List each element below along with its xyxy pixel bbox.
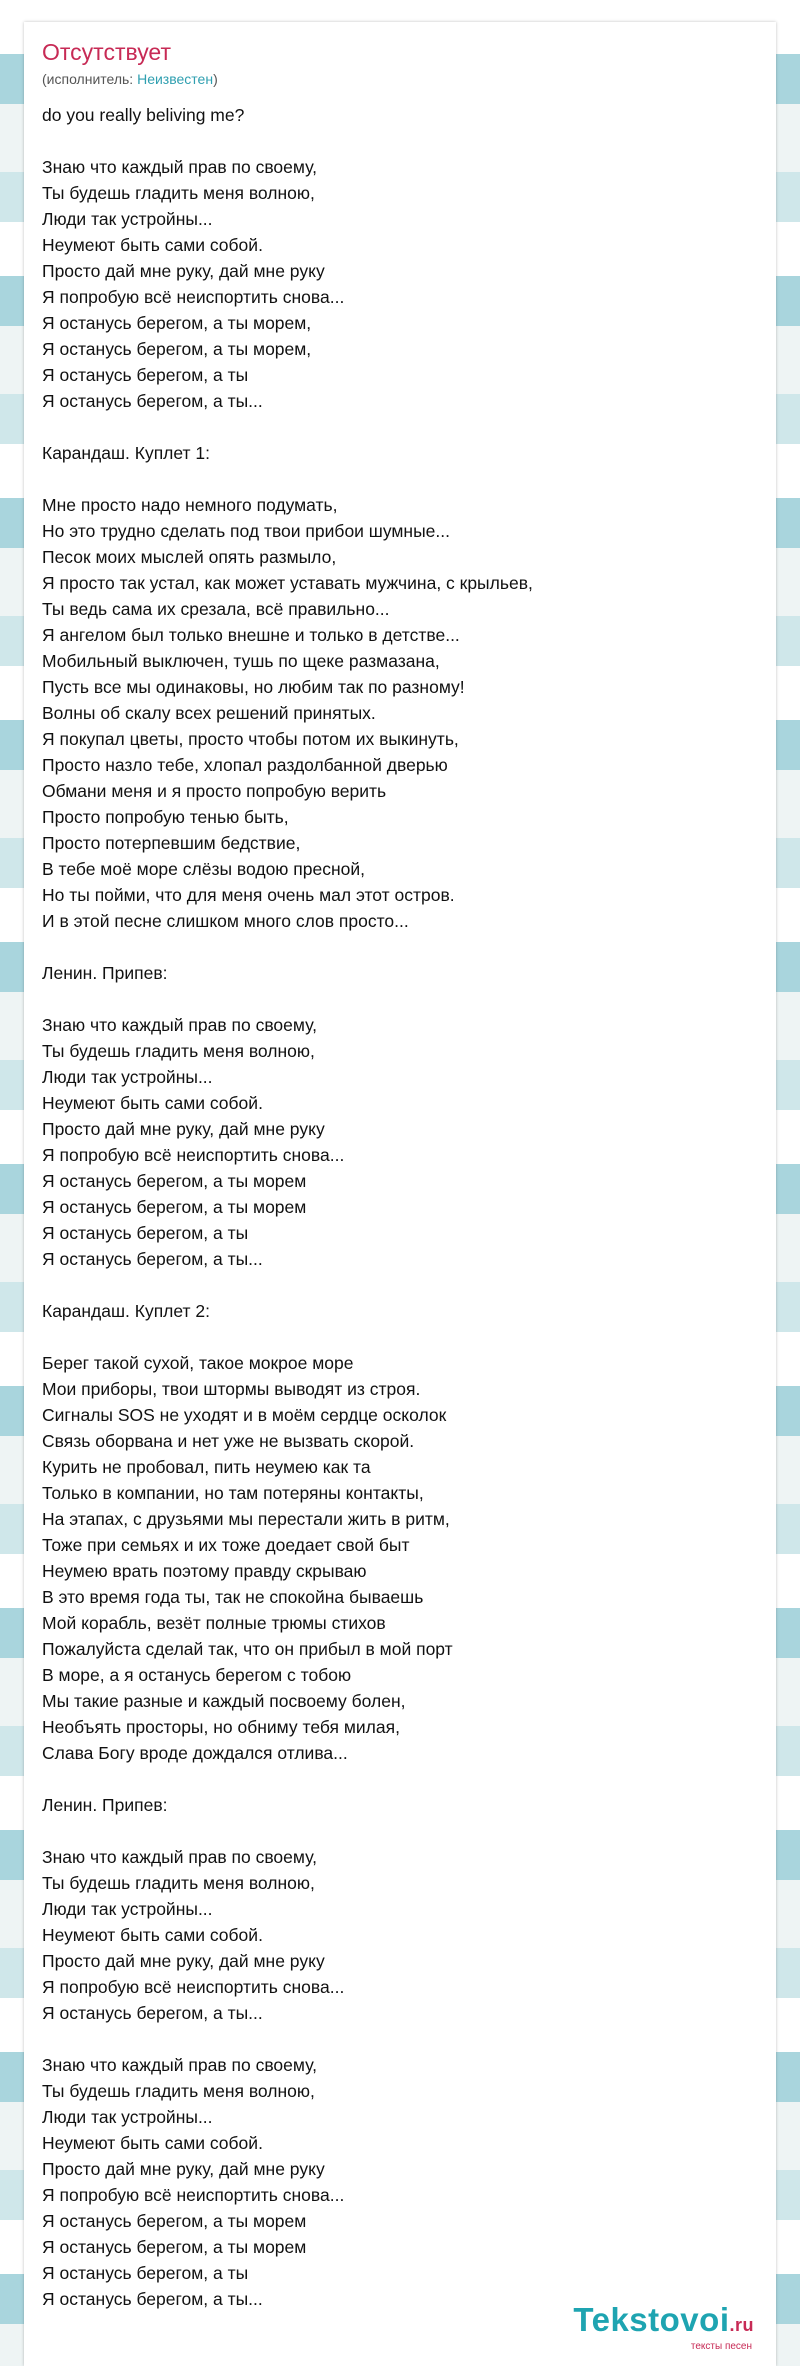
lyric-line: Я останусь берегом, а ты... <box>42 2289 263 2309</box>
lyric-line: Я попробую всё неиспортить снова... <box>42 2185 345 2205</box>
lyric-line: Люди так устройны... <box>42 1899 213 1919</box>
lyric-line: Мои приборы, твои штормы выводят из строя. <box>42 1379 421 1399</box>
artist-line <box>42 70 218 88</box>
lyric-line: Знаю что каждый прав по своему, <box>42 1847 317 1867</box>
lyric-line: Я останусь берегом, а ты морем <box>42 1197 307 1217</box>
logo-tld: .ru <box>729 2315 754 2335</box>
lyric-line: Берег такой сухой, такое мокрое море <box>42 1353 354 1373</box>
lyric-line: Неумеют быть сами собой. <box>42 2133 263 2153</box>
lyric-line: В тебе моё море слёзы водою пресной, <box>42 859 366 879</box>
lyric-line: Я останусь берегом, а ты морем <box>42 1171 307 1191</box>
lyric-line: Ты будешь гладить меня волною, <box>42 183 315 203</box>
lyric-line: Ты будешь гладить меня волною, <box>42 1873 315 1893</box>
lyric-line: Обмани меня и я просто попробую верить <box>42 781 387 801</box>
lyric-line: Ты будешь гладить меня волною, <box>42 1041 315 1061</box>
lyric-line: Я попробую всё неиспортить снова... <box>42 1977 345 1997</box>
lyric-line: Неумеют быть сами собой. <box>42 1093 263 1113</box>
lyric-line: Неумеют быть сами собой. <box>42 235 263 255</box>
lyric-line: Мы такие разные и каждый посвоему болен, <box>42 1691 406 1711</box>
lyric-line <box>42 986 742 1012</box>
lyric-line: Мобильный выключен, тушь по щеке размазана, <box>42 651 440 671</box>
logo-tagline: тексты песен <box>690 2341 752 2352</box>
lyric-line: Люди так устройны... <box>42 1067 213 1087</box>
lyric-line: Просто дай мне руку, дай мне руку <box>42 1951 325 1971</box>
lyric-line: И в этой песне слишком много слов просто... <box>42 911 409 931</box>
lyric-line: Я останусь берегом, а ты морем <box>42 2211 307 2231</box>
lyric-line: Карандаш. Куплет 1: <box>42 443 211 463</box>
lyric-line: На этапах, с друзьями мы перестали жить в ритм, <box>42 1509 450 1529</box>
decorative-stripes-right <box>776 0 800 2366</box>
lyric-line: Я покупал цветы, просто чтобы потом их выкинуть, <box>42 729 459 749</box>
site-logo[interactable] <box>573 2302 754 2352</box>
lyric-line: Необъять просторы, но обниму тебя милая, <box>42 1717 400 1737</box>
lyric-line: Ленин. Припев: <box>42 1795 168 1815</box>
lyric-line: Я ангелом был только внешне и только в детстве... <box>42 625 460 645</box>
lyric-line: Только в компании, но там потеряны контакты, <box>42 1483 424 1503</box>
lyric-line: Слава Богу вроде дождался отлива... <box>42 1743 348 1763</box>
logo-wordmark <box>573 2302 754 2343</box>
lyric-line: Ты будешь гладить меня волною, <box>42 2081 315 2101</box>
artist-prefix: (исполнитель: <box>42 71 138 87</box>
lyric-line: Я останусь берегом, а ты <box>42 2263 249 2283</box>
lyric-line <box>42 934 742 960</box>
lyric-line: Просто попробую тенью быть, <box>42 807 289 827</box>
lyric-line <box>42 466 742 492</box>
lyric-line: Карандаш. Куплет 2: <box>42 1301 211 1321</box>
lyric-line: Песок моих мыслей опять размыло, <box>42 547 337 567</box>
artist-suffix: ) <box>213 71 218 87</box>
lyric-line: Просто назло тебе, хлопал раздолбанной дверью <box>42 755 448 775</box>
lyric-line <box>42 1324 742 1350</box>
lyric-line: Я останусь берегом, а ты... <box>42 1249 263 1269</box>
lyric-line: Я останусь берегом, а ты морем <box>42 2237 307 2257</box>
lyrics-card <box>24 22 776 2366</box>
lyric-line: Но ты пойми, что для меня очень мал этот остров. <box>42 885 455 905</box>
lyric-line: Ты ведь сама их срезала, всё правильно... <box>42 599 390 619</box>
lyric-line: Но это трудно сделать под твои прибои шумные... <box>42 521 450 541</box>
artist-link[interactable]: Неизвестен <box>137 71 214 87</box>
lyric-line: Знаю что каждый прав по своему, <box>42 1015 317 1035</box>
lyric-line: Курить не пробовал, пить неумею как та <box>42 1457 371 1477</box>
lyric-line: Ленин. Припев: <box>42 963 168 983</box>
lyric-line: Я попробую всё неиспортить снова... <box>42 287 345 307</box>
lyric-line: Просто дай мне руку, дай мне руку <box>42 2159 325 2179</box>
lyric-line: Я останусь берегом, а ты морем, <box>42 339 312 359</box>
lyric-line: Сигналы SOS не уходят и в моём сердце осколок <box>42 1405 447 1425</box>
lyric-line: Неумеют быть сами собой. <box>42 1925 263 1945</box>
logo-main-text: Tekstovoi <box>573 2301 730 2338</box>
lyric-line: Пусть все мы одинаковы, но любим так по разному! <box>42 677 465 697</box>
lyric-line: Волны об скалу всех решений принятых. <box>42 703 376 723</box>
lyric-line: Я просто так устал, как может уставать мужчина, с крыльев, <box>42 573 533 593</box>
lyric-line: Я останусь берегом, а ты морем, <box>42 313 312 333</box>
lyric-line: Я останусь берегом, а ты... <box>42 2003 263 2023</box>
lyric-line <box>42 128 742 154</box>
lyric-line <box>42 2026 742 2052</box>
lyric-line: В море, а я останусь берегом с тобою <box>42 1665 352 1685</box>
lyric-line: Тоже при семьях и их тоже доедает свой быт <box>42 1535 410 1555</box>
lyric-line: Пожалуйста сделай так, что он прибыл в мой порт <box>42 1639 453 1659</box>
lyric-line: Просто потерпевшим бедствие, <box>42 833 301 853</box>
lyric-line: Связь оборвана и нет уже не вызвать скорой. <box>42 1431 415 1451</box>
lyric-line <box>42 1766 742 1792</box>
lyric-line: Просто дай мне руку, дай мне руку <box>42 1119 325 1139</box>
lyric-line: В это время года ты, так не спокойна бываешь <box>42 1587 424 1607</box>
decorative-stripes-left <box>0 0 24 2366</box>
song-title: Отсутствует <box>42 39 171 65</box>
lyric-line <box>42 1272 742 1298</box>
lyric-line: Я попробую всё неиспортить снова... <box>42 1145 345 1165</box>
lyric-line: Люди так устройны... <box>42 2107 213 2127</box>
lyric-line: Мне просто надо немного подумать, <box>42 495 338 515</box>
lyric-line: Я останусь берегом, а ты... <box>42 391 263 411</box>
lyric-line: Знаю что каждый прав по своему, <box>42 2055 317 2075</box>
lyric-line: Неумею врать поэтому правду скрываю <box>42 1561 367 1581</box>
lyric-line: Я останусь берегом, а ты <box>42 1223 249 1243</box>
lyric-line <box>42 414 742 440</box>
lyrics-body <box>42 102 742 2312</box>
lyric-line: Просто дай мне руку, дай мне руку <box>42 261 325 281</box>
lyric-line: Люди так устройны... <box>42 209 213 229</box>
lyric-line: Я останусь берегом, а ты <box>42 365 249 385</box>
lyric-line: Мой корабль, везёт полные трюмы стихов <box>42 1613 386 1633</box>
lyric-line: do you really beliving me? <box>42 105 245 125</box>
lyric-line <box>42 1818 742 1844</box>
lyric-line: Знаю что каждый прав по своему, <box>42 157 317 177</box>
